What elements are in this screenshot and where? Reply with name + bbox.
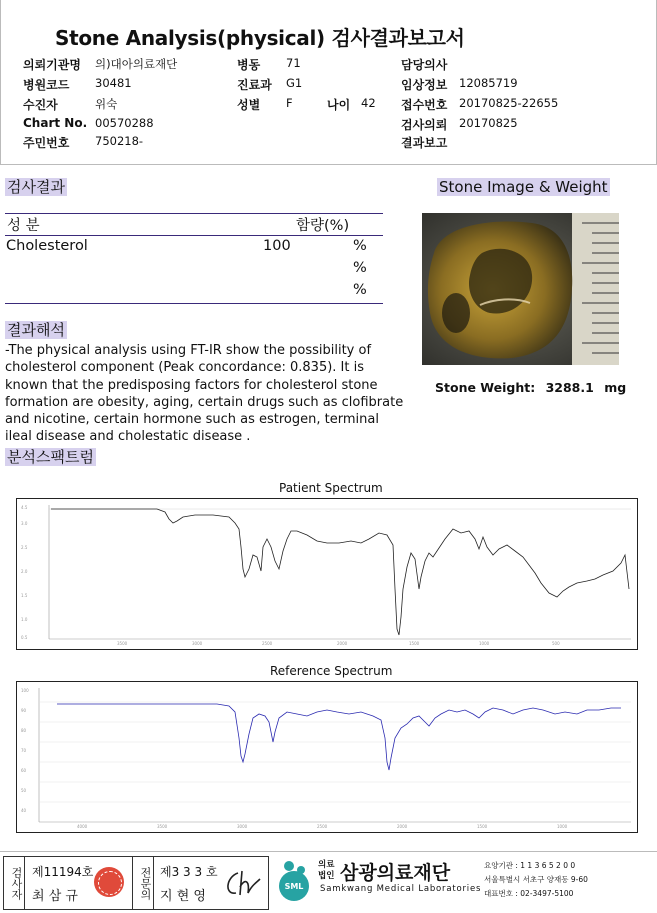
stone-weight-label: Stone Weight: (435, 380, 536, 395)
stone-weight (435, 380, 626, 395)
sml-logo (275, 858, 313, 902)
results-section-title: 검사결과 (7, 178, 65, 196)
patient-spectrum-svg (17, 499, 637, 649)
examiner-label: 검사자 (4, 857, 25, 909)
svg-text:1000: 1000 (479, 641, 490, 646)
svg-text:2.0: 2.0 (21, 569, 28, 574)
specialist-label: 전문의 (132, 857, 154, 909)
results-header-rule (5, 235, 383, 236)
results-table-bottom-rule (5, 303, 383, 304)
svg-text:2500: 2500 (317, 824, 328, 829)
svg-text:50: 50 (21, 788, 27, 793)
specialist-name: 지 현 영 (160, 889, 206, 904)
results-col-component: 성 분 (7, 218, 40, 234)
org-contact-line: 대표번호 : 02-3497-5100 (484, 889, 574, 898)
stone-weight-value: 3288.1 (545, 380, 594, 395)
svg-text:3500: 3500 (117, 641, 128, 646)
svg-text:1500: 1500 (477, 824, 488, 829)
interpretation-text: -The physical analysis using FT-IR show the possibility of cholesterol component (Peak concordance: 0.835). It is known that the predisposing factors for cholesterol stone formation are obesity, aging, certain drugs such as clofibrate and nicotine, certain hormone such as estrogen, terminal ileal disease and cholestatic disease . (5, 343, 404, 445)
header-field-department: 진료과 G1 (237, 76, 303, 92)
svg-text:1500: 1500 (409, 641, 420, 646)
table-row-unit: % (353, 260, 367, 276)
svg-text:2000: 2000 (337, 641, 348, 646)
specialist-signature (222, 867, 262, 901)
svg-text:3000: 3000 (237, 824, 248, 829)
header-field-doctor: 담당의사 (401, 58, 448, 72)
header-field-chart-no: Chart No. 00570288 (23, 116, 154, 130)
results-col-content: 함량(%) (296, 218, 350, 234)
signature-box (3, 856, 269, 910)
svg-text:2000: 2000 (397, 824, 408, 829)
svg-text:4000: 4000 (77, 824, 88, 829)
sml-logo-icon (275, 858, 313, 902)
reference-spectrum-svg (17, 682, 637, 832)
header-divider (0, 164, 657, 165)
svg-text:80: 80 (21, 728, 27, 733)
org-contact-line: 요양기관 : 1 1 3 6 5 2 0 0 (484, 861, 576, 870)
header-field-institution: 의뢰기관명 의)대아의료재단 (23, 57, 178, 72)
table-row-value: 100 (263, 238, 291, 254)
stone-weight-unit: mg (604, 380, 627, 395)
svg-text:70: 70 (21, 748, 27, 753)
org-name: 삼광의료재단 (340, 862, 451, 884)
specialist-license-no: 제3 3 3 호 (160, 865, 218, 879)
header-field-patient: 수진자 위숙 (23, 97, 118, 112)
table-row-unit: % (353, 282, 367, 298)
header-field-id-number: 주민번호 750218- (23, 134, 144, 150)
table-row-component: Cholesterol (6, 238, 88, 254)
svg-text:2.5: 2.5 (21, 545, 28, 550)
org-contact-line: 서울특별시 서초구 양재동 9-60 (484, 875, 588, 884)
spectrum-section-title: 분석스팩트럼 (7, 448, 94, 466)
org-prefix: 의료법인 (318, 860, 335, 881)
svg-text:2500: 2500 (262, 641, 273, 646)
org-name-en: Samkwang Medical Laboratories (320, 884, 482, 894)
patient-spectrum-title: Patient Spectrum (279, 481, 383, 495)
header-field-report-date: 결과보고 (401, 136, 448, 150)
svg-text:1000: 1000 (557, 824, 568, 829)
footer-divider (0, 851, 657, 852)
examiner-license-no: 제11194호 (32, 865, 94, 879)
header-field-sex: 성별 F (237, 96, 293, 112)
interpretation-section-title: 결과해석 (7, 321, 65, 339)
svg-text:3.0: 3.0 (21, 521, 28, 526)
header-field-ward: 병동 71 (237, 56, 301, 72)
examiner-seal (94, 867, 124, 897)
svg-text:40: 40 (21, 808, 27, 813)
svg-text:500: 500 (552, 641, 560, 646)
svg-text:60: 60 (21, 768, 27, 773)
reference-spectrum-plot (16, 681, 638, 833)
svg-text:3500: 3500 (157, 824, 168, 829)
header-field-age: 나이 42 (327, 96, 376, 112)
sml-logo-text: SML (284, 882, 304, 891)
org-contact (484, 859, 588, 901)
stone-section-title: Stone Image & Weight (439, 178, 608, 196)
header-field-hospital-code: 병원코드 30481 (23, 76, 132, 92)
header-left-border (0, 0, 1, 164)
report-title: Stone Analysis(physical) 검사결과보고서 (55, 26, 465, 50)
svg-text:1.0: 1.0 (21, 617, 28, 622)
patient-spectrum-plot (16, 498, 638, 650)
header-field-clinical-info: 임상정보 12085719 (401, 76, 518, 92)
table-row-unit: % (353, 238, 367, 254)
header-field-receipt-no: 접수번호 20170825-22655 (401, 96, 559, 112)
svg-text:4.5: 4.5 (21, 505, 28, 510)
svg-text:100: 100 (21, 688, 29, 693)
svg-text:0.5: 0.5 (21, 635, 28, 640)
svg-text:1.5: 1.5 (21, 593, 28, 598)
examiner-name: 최 삼 규 (32, 889, 78, 904)
stone-photo-illustration (422, 213, 619, 365)
svg-text:90: 90 (21, 708, 27, 713)
stone-photo (422, 213, 619, 365)
header-field-request-date: 검사의뢰 20170825 (401, 116, 518, 132)
svg-text:3000: 3000 (192, 641, 203, 646)
reference-spectrum-title: Reference Spectrum (270, 664, 393, 678)
